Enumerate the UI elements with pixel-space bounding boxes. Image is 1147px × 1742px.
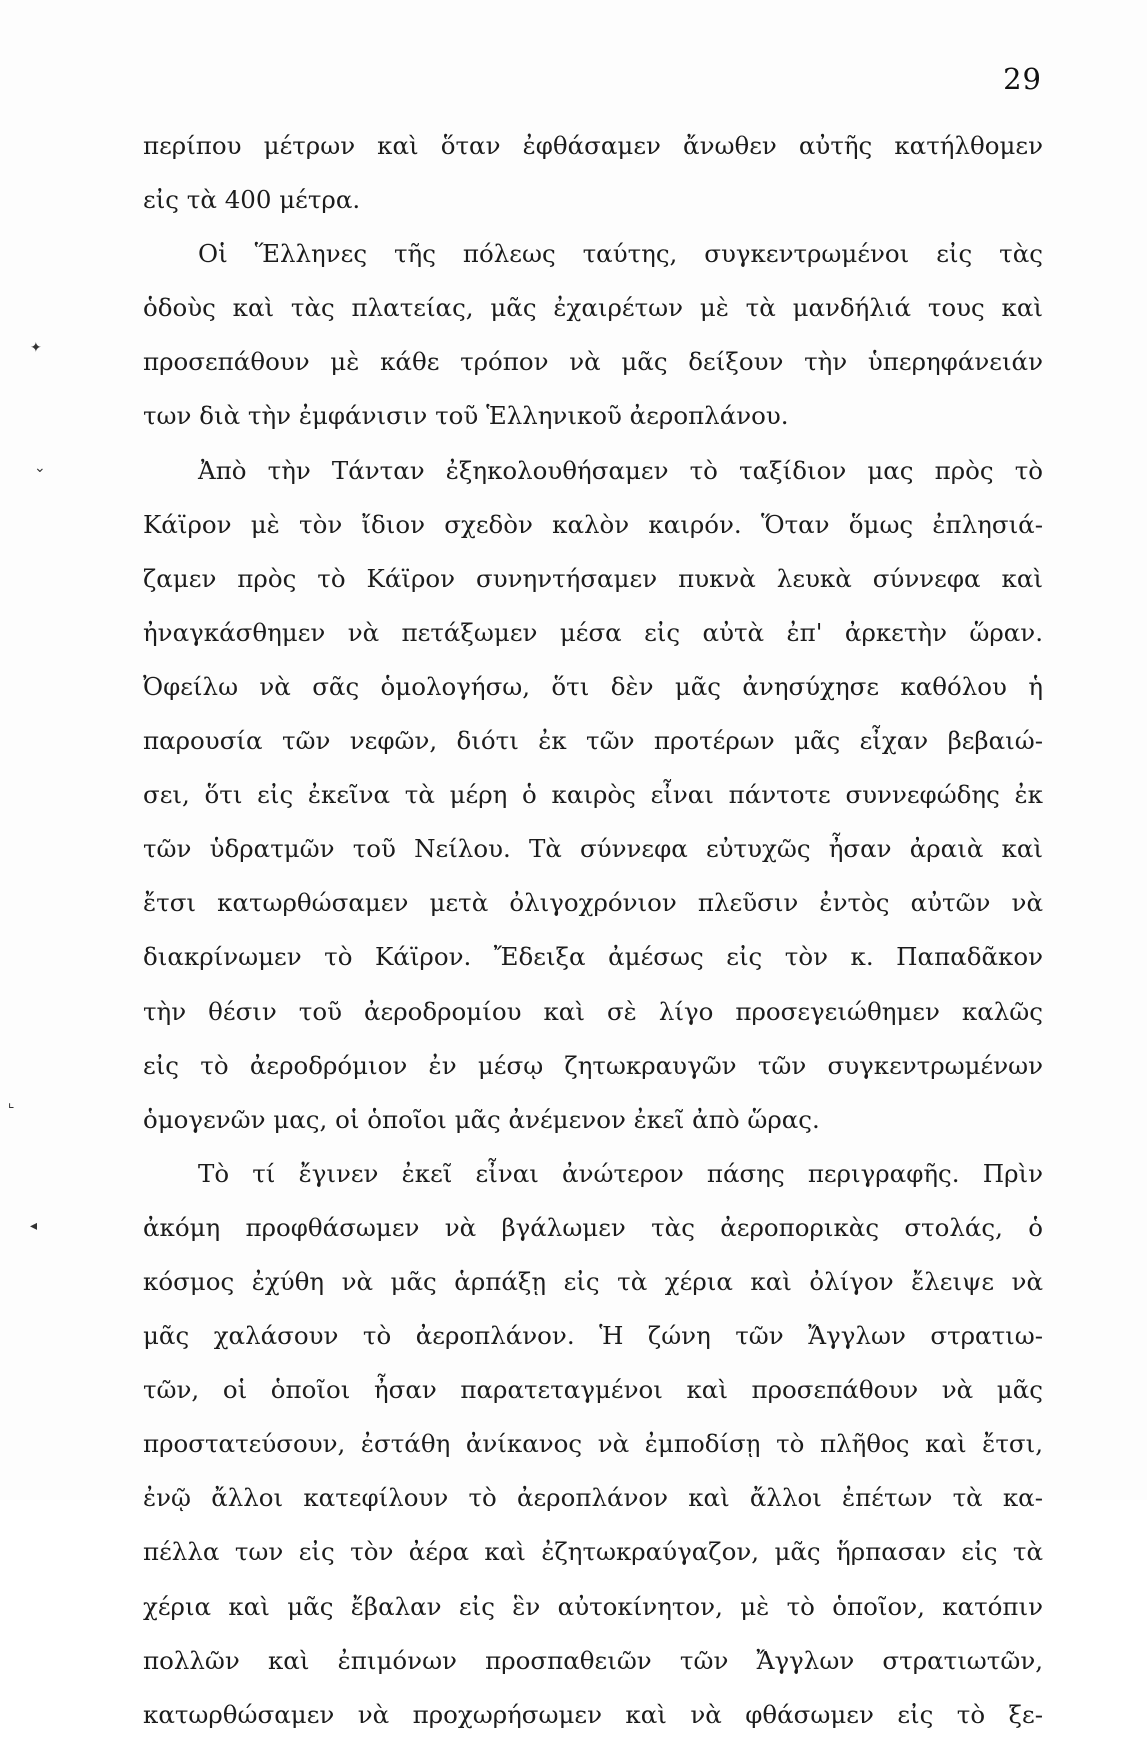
text-line: ὁμογενῶν μας, οἱ ὁποῖοι μᾶς ἀνέμενον ἐκεῖ ἀπὸ ὥρας.: [143, 1104, 820, 1134]
text-line: ζαμεν πρὸς τὸ Κάϊρον συνηντήσαμεν πυκνὰ λευκὰ σύννεφα καὶ: [143, 563, 1043, 593]
text-line: προσεπάθουν μὲ κάθε τρόπον νὰ μᾶς δείξουν τὴν ὑπερηφάνειάν: [143, 347, 1043, 377]
text-line: πολλῶν καὶ ἐπιμόνων προσπαθειῶν τῶν Ἄγγλων στρατιωτῶν,: [143, 1645, 1043, 1675]
text-line: ὁδοὺς καὶ τὰς πλατείας, μᾶς ἐχαιρέτων μὲ τὰ μανδήλιά τους καὶ: [143, 293, 1043, 323]
margin-mark: ◂: [30, 1218, 38, 1234]
text-line: σει, ὅτι εἰς ἐκεῖνα τὰ μέρη ὁ καιρὸς εἶναι πάντοτε συννεφώδης ἐκ: [143, 780, 1043, 810]
text-line: προστατεύσουν, ἐστάθη ἀνίκανος νὰ ἐμποδίσῃ τὸ πλῆθος καὶ ἔτσι,: [143, 1429, 1043, 1459]
text-line: των διὰ τὴν ἐμφάνισιν τοῦ Ἑλληνικοῦ ἀεροπλάνου.: [143, 401, 789, 431]
body-text: [143, 119, 1043, 1742]
text-line: κόσμος ἐχύθη νὰ μᾶς ἁρπάξῃ εἰς τὰ χέρια καὶ ὀλίγον ἔλειψε νὰ: [143, 1266, 1043, 1296]
text-line: πέλλα των εἰς τὸν ἀέρα καὶ ἐζητωκραύγαζον, μᾶς ἥρπασαν εἰς τὰ: [143, 1537, 1043, 1567]
text-line: Οἱ Ἕλληνες τῆς πόλεως ταύτης, συγκεντρωμένοι εἰς τὰς: [198, 239, 1043, 269]
text-line: μᾶς χαλάσουν τὸ ἀεροπλάνον. Ἡ ζώνη τῶν Ἄγγλων στρατιω-: [143, 1321, 1043, 1351]
text-line: παρουσία τῶν νεφῶν, διότι ἐκ τῶν προτέρων μᾶς εἶχαν βεβαιώ-: [143, 726, 1043, 756]
page-number: 29: [1003, 62, 1042, 96]
text-line: χέρια καὶ μᾶς ἔβαλαν εἰς ἓν αὐτοκίνητον, μὲ τὸ ὁποῖον, κατόπιν: [143, 1591, 1043, 1621]
text-line: διακρίνωμεν τὸ Κάϊρον. Ἔδειξα ἀμέσως εἰς τὸν κ. Παπαδᾶκον: [143, 942, 1043, 972]
text-line: Κάϊρον μὲ τὸν ἴδιον σχεδὸν καλὸν καιρόν. Ὅταν ὅμως ἐπλησιά-: [143, 509, 1043, 539]
text-line: εἰς τὰ 400 μέτρα.: [143, 185, 361, 215]
text-line: τῶν, οἱ ὁποῖοι ἦσαν παρατεταγμένοι καὶ προσεπάθουν νὰ μᾶς: [143, 1375, 1043, 1405]
text-line: Ἀπὸ τὴν Τάνταν ἐξηκολουθήσαμεν τὸ ταξίδιον μας πρὸς τὸ: [198, 455, 1043, 485]
margin-mark: ⌞: [8, 1095, 15, 1111]
text-line: ἐνῷ ἄλλοι κατεφίλουν τὸ ἀεροπλάνον καὶ ἄλλοι ἐπέτων τὰ κα-: [143, 1483, 1043, 1513]
text-line: τὴν θέσιν τοῦ ἀεροδρομίου καὶ σὲ λίγο προσεγειώθημεν καλῶς: [143, 996, 1043, 1026]
text-line: κατωρθώσαμεν νὰ προχωρήσωμεν καὶ νὰ φθάσωμεν εἰς τὸ ξε-: [143, 1699, 1043, 1729]
text-line: τῶν ὑδρατμῶν τοῦ Νείλου. Τὰ σύννεφα εὐτυχῶς ἦσαν ἀραιὰ καὶ: [143, 834, 1043, 864]
text-line: εἰς τὸ ἀεροδρόμιον ἐν μέσῳ ζητωκραυγῶν τῶν συγκεντρωμένων: [143, 1050, 1043, 1080]
margin-mark: ✦: [30, 340, 42, 356]
text-line: Τὸ τί ἔγινεν ἐκεῖ εἶναι ἀνώτερον πάσης περιγραφῆς. Πρὶν: [198, 1158, 1043, 1188]
text-line: ἀκόμη προφθάσωμεν νὰ βγάλωμεν τὰς ἀεροπορικὰς στολάς, ὁ: [143, 1212, 1043, 1242]
text-line: Ὀφείλω νὰ σᾶς ὁμολογήσω, ὅτι δὲν μᾶς ἀνησύχησε καθόλου ἡ: [143, 671, 1043, 701]
text-line: περίπου μέτρων καὶ ὅταν ἐφθάσαμεν ἄνωθεν αὐτῆς κατήλθομεν: [143, 131, 1043, 160]
text-line: ἔτσι κατωρθώσαμεν μετὰ ὀλιγοχρόνιον πλεῦσιν ἐντὸς αὐτῶν νὰ: [143, 888, 1043, 918]
margin-mark: ⌄: [34, 460, 46, 476]
text-line: ἠναγκάσθημεν νὰ πετάξωμεν μέσα εἰς αὐτὰ ἐπ' ἀρκετὴν ὥραν.: [143, 617, 1043, 647]
